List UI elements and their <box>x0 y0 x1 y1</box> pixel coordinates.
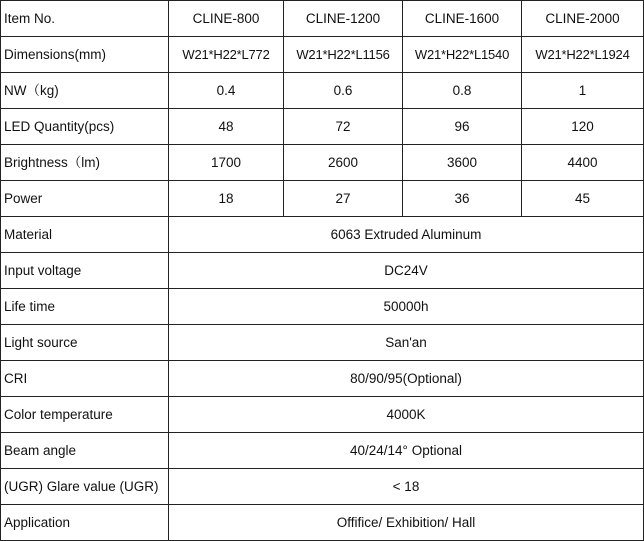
model-name: CLINE-1600 <box>403 1 522 37</box>
cell-value: 72 <box>284 109 403 145</box>
cell-value: < 18 <box>169 469 644 505</box>
cell-value: W21*H22*L1156 <box>284 37 403 73</box>
header-label: Item No. <box>1 1 169 37</box>
cell-value: 0.8 <box>403 73 522 109</box>
cell-value: 4400 <box>522 145 644 181</box>
table-row-cri <box>1 361 644 397</box>
cell-value: 0.4 <box>169 73 284 109</box>
cell-value: 40/24/14° Optional <box>169 433 644 469</box>
table-row-nw <box>1 73 644 109</box>
table-row-color-temperature <box>1 397 644 433</box>
cell-value: 2600 <box>284 145 403 181</box>
cell-value: 3600 <box>403 145 522 181</box>
row-label: CRI <box>1 361 169 397</box>
cell-value: 36 <box>403 181 522 217</box>
row-label: Power <box>1 181 169 217</box>
row-label: Material <box>1 217 169 253</box>
cell-value: San'an <box>169 325 644 361</box>
table-row-dimensions <box>1 37 644 73</box>
model-name: CLINE-2000 <box>522 1 644 37</box>
model-name: CLINE-800 <box>169 1 284 37</box>
row-label: Color temperature <box>1 397 169 433</box>
cell-value: 120 <box>522 109 644 145</box>
table-row-light-source <box>1 325 644 361</box>
model-name: CLINE-1200 <box>284 1 403 37</box>
table-row-input-voltage <box>1 253 644 289</box>
cell-value: 4000K <box>169 397 644 433</box>
row-label: Life time <box>1 289 169 325</box>
table-row-led-quantity <box>1 109 644 145</box>
row-label: Brightness（lm) <box>1 145 169 181</box>
row-label: Beam angle <box>1 433 169 469</box>
cell-value: 0.6 <box>284 73 403 109</box>
table-row-glare-value <box>1 469 644 505</box>
row-label: NW（kg) <box>1 73 169 109</box>
cell-value: 18 <box>169 181 284 217</box>
cell-value: 27 <box>284 181 403 217</box>
cell-value: DC24V <box>169 253 644 289</box>
cell-value: 50000h <box>169 289 644 325</box>
row-label: Input voltage <box>1 253 169 289</box>
table-row-material <box>1 217 644 253</box>
cell-value: W21*H22*L1540 <box>403 37 522 73</box>
row-label: Dimensions(mm) <box>1 37 169 73</box>
cell-value: 96 <box>403 109 522 145</box>
cell-value: W21*H22*L772 <box>169 37 284 73</box>
table-row-power <box>1 181 644 217</box>
row-label: Light source <box>1 325 169 361</box>
header-row <box>1 1 644 37</box>
table-row-application <box>1 505 644 541</box>
cell-value: 48 <box>169 109 284 145</box>
row-label: LED Quantity(pcs) <box>1 109 169 145</box>
table-row-brightness <box>1 145 644 181</box>
cell-value: W21*H22*L1924 <box>522 37 644 73</box>
cell-value: Offifice/ Exhibition/ Hall <box>169 505 644 541</box>
cell-value: 1700 <box>169 145 284 181</box>
row-label: (UGR) Glare value (UGR) <box>1 469 169 505</box>
cell-value: 1 <box>522 73 644 109</box>
table-row-beam-angle <box>1 433 644 469</box>
cell-value: 45 <box>522 181 644 217</box>
row-label: Application <box>1 505 169 541</box>
table-row-life-time <box>1 289 644 325</box>
cell-value: 6063 Extruded Aluminum <box>169 217 644 253</box>
cell-value: 80/90/95(Optional) <box>169 361 644 397</box>
